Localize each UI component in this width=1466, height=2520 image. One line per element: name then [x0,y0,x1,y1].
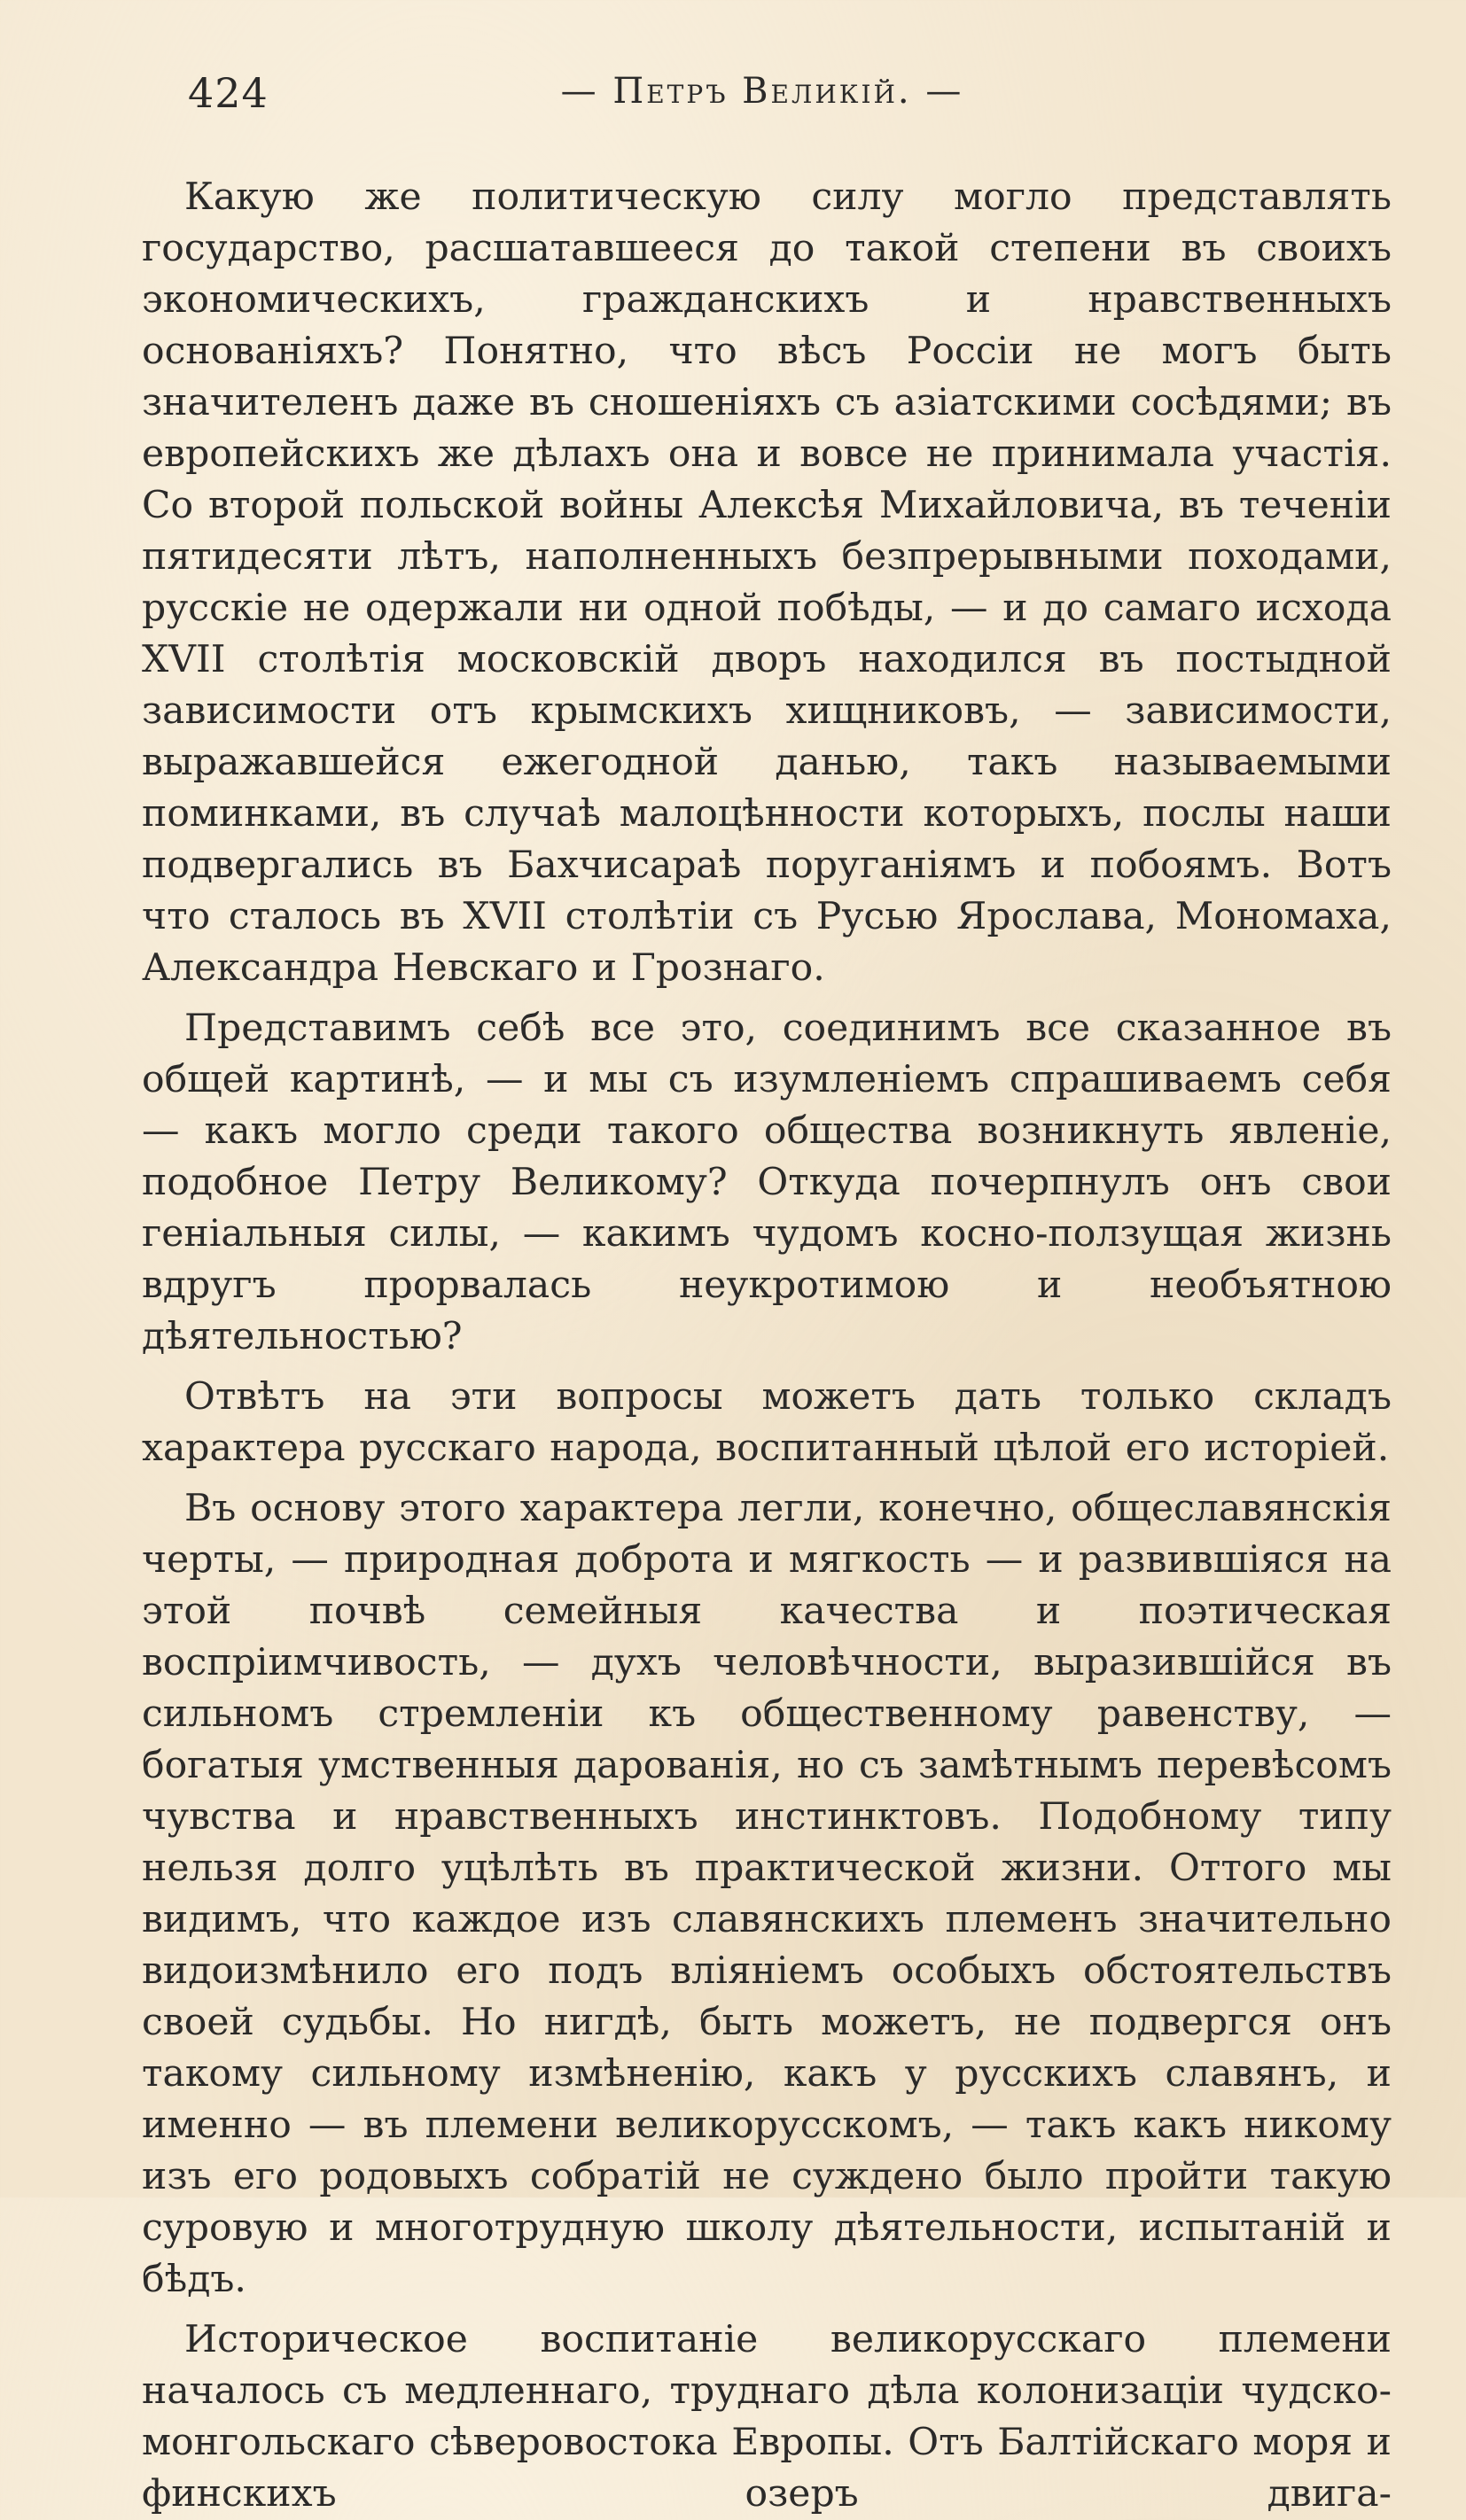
paragraph: Въ основу этого характера легли, конечно, общеславянскія черты, — природная доброта и мягкость — и развившіяся на этой почвѣ семейныя качества и поэтическая воспріимчивость, — духъ человѣчности, выразившійся въ сильномъ стремленіи къ общественному равенству, — богатыя умственныя дарованія, но съ замѣтнымъ перевѣсомъ чувства и нравственныхъ инстинктовъ. Подобному типу нельзя долго уцѣлѣть въ практической жизни. Оттого мы видимъ, что каждое изъ славянскихъ племенъ значительно видоизмѣнило его подъ вліяніемъ особыхъ обстоятельствъ своей судьбы. Но нигдѣ, быть можетъ, не подвергся онъ такому сильному измѣненію, какъ у русскихъ славянъ, и именно — въ племени великорусскомъ, — такъ какъ никому изъ его родовыхъ собратій не суждено было пройти такую суровую и многотрудную школу дѣятельности, испытаній и бѣдъ. [142,1487,1392,2301]
text-body [133,172,1392,2520]
page-number: 424 [188,69,269,117]
running-title: — Петръ Великій. — [560,71,964,112]
paragraph: Историческое воспитаніе великорусскаго племени началось съ медленнаго, труднаго дѣла колонизаціи чудско-монгольскаго сѣверовостока Европы. Отъ Балтійскаго моря и финскихъ озеръ двига- [142,2318,1392,2516]
book-page [133,62,1392,2516]
paragraph: Представимъ себѣ все это, соединимъ все сказанное въ общей картинѣ, — и мы съ изумленіемъ спрашиваемъ себя — какъ могло среди такого общества возникнуть явленіе, подобное Петру Великому? Откуда почерпнулъ онъ свои геніальныя силы, — какимъ чудомъ косно-ползущая жизнь вдругъ прорвалась неукротимою и необъятною дѣятельностью? [142,1007,1392,1358]
paragraph: Отвѣтъ на эти вопросы можетъ дать только складъ характера русскаго народа, воспитанный цѣлой его исторіей. [142,1375,1392,1470]
paragraph: Какую же политическую силу могло представлять государство, расшатавшееся до такой степени въ своихъ экономическихъ, гражданскихъ и нравственныхъ основаніяхъ? Понятно, что вѣсъ Россіи не могъ быть значителенъ даже въ сношеніяхъ съ азіатскими сосѣдями; въ европейскихъ же дѣлахъ она и вовсе не принимала участія. Со второй польской войны Алексѣя Михайловича, въ теченіи пятидесяти лѣтъ, наполненныхъ безпрерывными походами, русскіе не одержали ни одной побѣды, — и до самаго исхода XVII столѣтія московскій дворъ находился въ постыдной зависимости отъ крымскихъ хищниковъ, — зависимости, выражавшейся ежегодной данью, такъ называемыми поминками, въ случаѣ малоцѣнности которыхъ, послы наши подвергались въ Бахчисараѣ поруганіямъ и побоямъ. Вотъ что сталось въ XVII столѣтіи съ Русью Ярослава, Мономаха, Александра Невскаго и Грознаго. [142,175,1392,990]
running-head [133,62,1392,133]
